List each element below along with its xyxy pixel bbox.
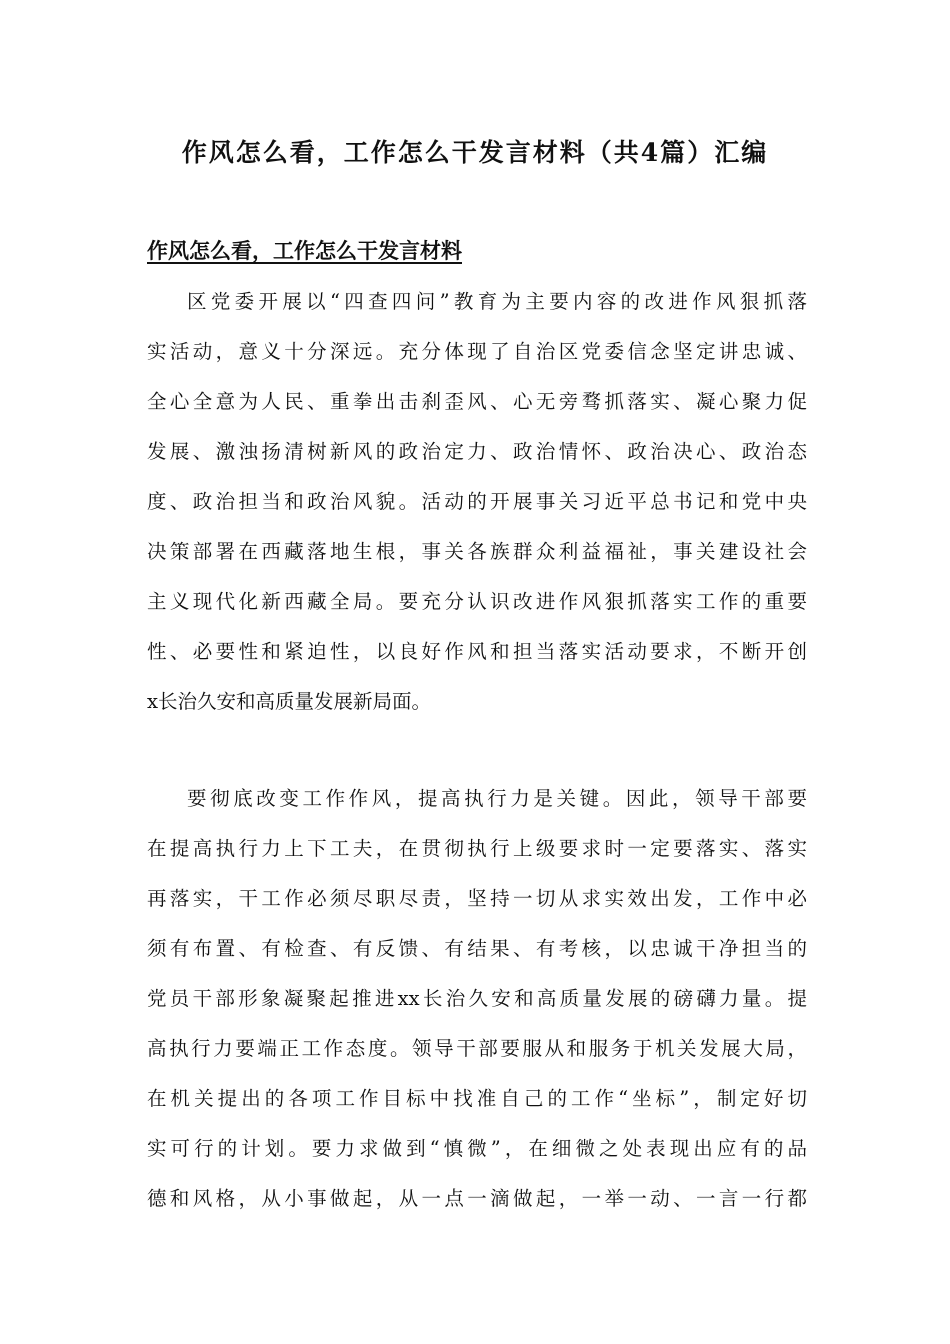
- paragraph-line: 须有布置、有检查、有反馈、有结果、有考核，以忠诚干净担当的: [147, 937, 807, 960]
- paragraph-1: [147, 277, 807, 727]
- paragraph-line: 实活动，意义十分深远。充分体现了自治区党委信念坚定讲忠诚、: [147, 340, 807, 363]
- paragraph-line: 决策部署在西藏落地生根，事关各族群众利益福祉，事关建设社会: [147, 540, 807, 563]
- paragraph-line: 全心全意为人民、重拳出击刹歪风、心无旁骛抓落实、凝心聚力促: [147, 390, 807, 413]
- paragraph-2: [147, 774, 807, 1224]
- paragraph-line: 发展、激浊扬清树新风的政治定力、政治情怀、政治决心、政治态: [147, 440, 807, 463]
- paragraph-line: 要彻底改变工作作风，提高执行力是关键。因此，领导干部要: [187, 787, 807, 810]
- paragraph-line: 主义现代化新西藏全局。要充分认识改进作风狠抓落实工作的重要: [147, 590, 807, 613]
- paragraph-line: 实可行的计划。要力求做到“慎微”，在细微之处表现出应有的品: [147, 1137, 807, 1160]
- paragraph-line: 在机关提出的各项工作目标中找准自己的工作“坐标”，制定好切: [147, 1087, 807, 1110]
- paragraph-line: x长治久安和高质量发展新局面。: [147, 690, 431, 713]
- paragraph-line: 区党委开展以“四查四问”教育为主要内容的改进作风狠抓落: [187, 290, 807, 313]
- paragraph-line: 再落实，干工作必须尽职尽责，坚持一切从求实效出发，工作中必: [147, 887, 807, 910]
- paragraph-line: 在提高执行力上下工夫，在贯彻执行上级要求时一定要落实、落实: [147, 837, 807, 860]
- document-title: 作风怎么看，工作怎么干发言材料（共4篇）汇编: [181, 138, 769, 167]
- paragraph-line: 高执行力要端正工作态度。领导干部要服从和服务于机关发展大局，: [147, 1037, 807, 1060]
- paragraph-line: 党员干部形象凝聚起推进xx长治久安和高质量发展的磅礴力量。提: [147, 987, 807, 1010]
- paragraph-line: 度、政治担当和政治风貌。活动的开展事关习近平总书记和党中央: [147, 490, 807, 513]
- section-heading: 作风怎么看，工作怎么干发言材料: [147, 238, 462, 263]
- paragraph-line: 性、必要性和紧迫性，以良好作风和担当落实活动要求，不断开创: [147, 640, 807, 663]
- paragraph-line: 德和风格，从小事做起，从一点一滴做起，一举一动、一言一行都: [147, 1187, 807, 1210]
